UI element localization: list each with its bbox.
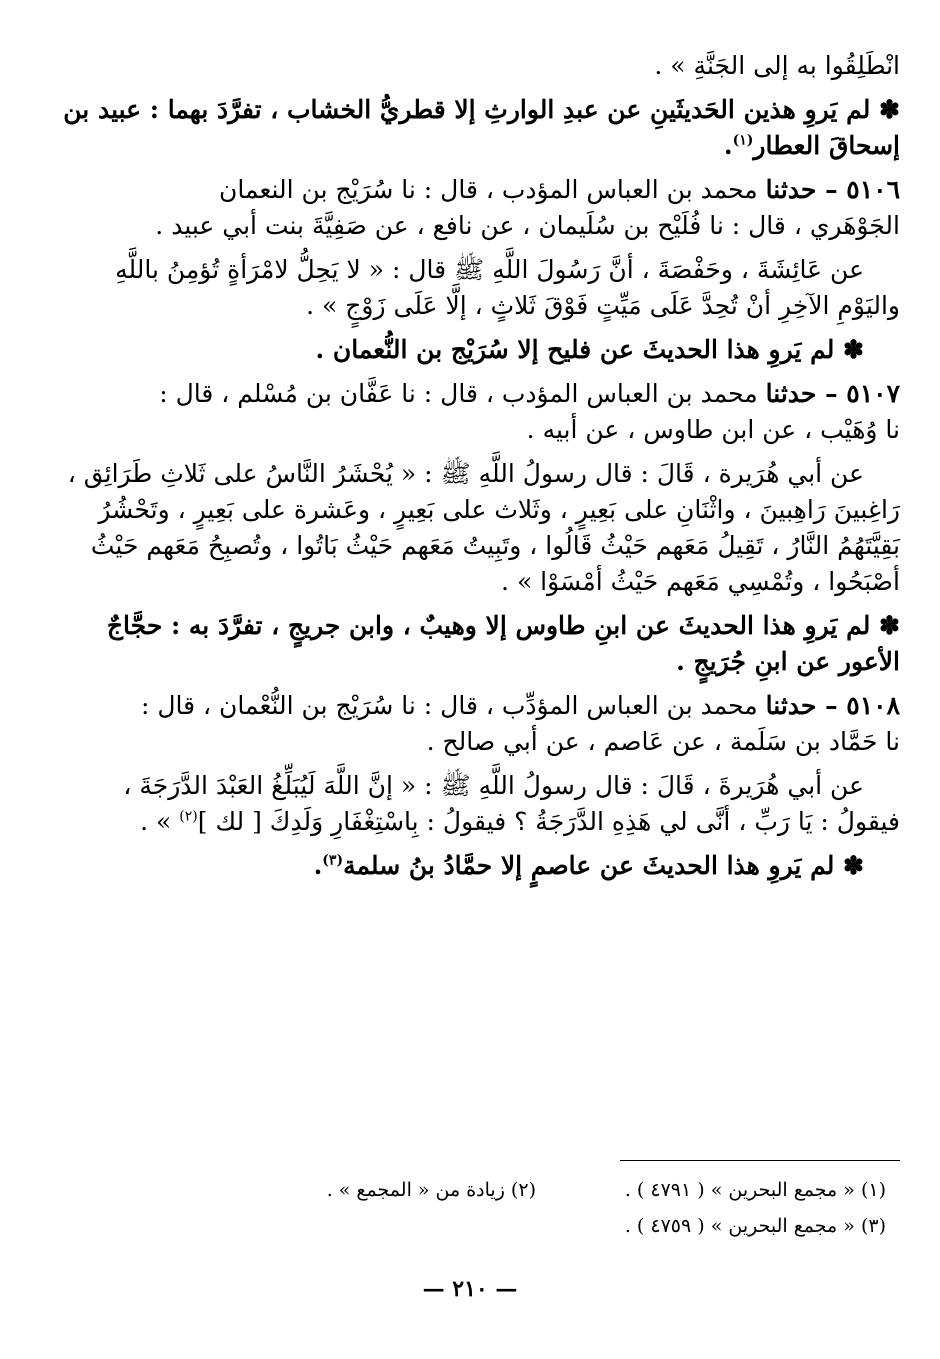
text-line: بَقِيَّتَهُمُ النَّارُ ، تَقِيلُ مَعَهم حَيْثُ قَالُوا ، وتَبِيتُ مَعَهم حَيْثُ بَاتُوا ، وتُصبِحُ مَعَهم حَيْثُ (90, 531, 900, 560)
text-fragment: فيقولُ : يَا رَبِّ ، أنَّى لي هَذِهِ الدَّرَجَةُ ؟ فيقولُ : بِاسْتِغْفَارِ وَلَدِكَ [ لك ] (197, 807, 900, 836)
text-line (40, 376, 900, 412)
text-line: عن أبي هُرَيرة ، قَالَ : قال رسولُ اللَّهِ ﷺ : « يُحْشَرُ النَّاسُ على ثَلاثِ طَرَائِق ، (67, 459, 864, 488)
footnote-divider (620, 1160, 900, 1161)
dash: – (816, 379, 847, 408)
hadith-text-5106 (40, 252, 900, 324)
text-fragment: محمد بن العباس المؤدِّب ، قال : نا سُرَيْج بن النُّعْمان ، قال : (140, 691, 766, 720)
text-line (40, 804, 900, 840)
text-line: عن عَائِشَةَ ، وحَفْصَةَ ، أنَّ رَسُولَ اللَّهِ ﷺ قال : « لا يَحِلُّ لامْرَأةٍ تُؤمِنُ باللَّهِ (115, 255, 864, 284)
text-line: ✽ لم يَروِ هذا الحديثَ عن ابنِ طاوس إلا وهيبٌ ، وابن جريجٍ ، تفرَّدَ به : حجَّاجٌ (106, 611, 900, 640)
page-body (40, 48, 900, 892)
text-line (40, 848, 900, 884)
text-fragment: محمد بن العباس المؤدب ، قال : نا سُرَيْج بن النعمان (219, 175, 766, 204)
haddathana-word: حدثنا (765, 691, 817, 720)
hadith-5106 (40, 172, 900, 244)
text-fragment: . (723, 131, 733, 160)
text-line: أصْبَحُوا ، وتُمْسِي مَعَهم حَيْثُ أمْسَوْا » . (501, 567, 900, 596)
haddathana-word: حدثنا (765, 175, 817, 204)
hadith-number: ٥١٠٦ (846, 175, 900, 204)
text-line: رَاغِبينَ رَاهِبينَ ، واثْنَانِ على بَعِيرٍ ، وثَلاث على بَعِيرٍ ، وعَشرة على بَعِيرٍ ، وتَحْشُرُ (98, 495, 900, 524)
text-fragment: محمد بن العباس المؤدب ، قال : نا عَفَّان بن مُسْلم ، قال : (159, 379, 766, 408)
text-fragment: . (313, 851, 323, 880)
commentary-note-2 (40, 332, 900, 368)
paragraph-end-of-hadith (40, 48, 900, 84)
hadith-5108 (40, 688, 900, 760)
dash: – (816, 691, 847, 720)
commentary-note-4 (40, 848, 900, 884)
text-line (40, 128, 900, 164)
text-line: واليَوْمِ الآخِرِ أنْ تُحِدَّ عَلَى مَيِّتٍ فَوْقَ ثَلاثٍ ، إلَّا عَلَى زَوْجٍ » . (306, 291, 900, 320)
hadith-number: ٥١٠٧ (846, 379, 900, 408)
text-line (40, 688, 900, 724)
text-line: عن أبي هُرَيرةَ ، قَالَ : قال رسولُ اللَّهِ ﷺ : « إنَّ اللَّهَ لَيُبَلِّغُ العَبْدَ الدَّرَجَةَ ، (123, 771, 864, 800)
text-fragment: ✽ لم يَروِ هذا الحديثَ عن عاصمٍ إلا حمَّادُ بنُ سلمة (343, 851, 864, 880)
footnote-row (56, 1208, 886, 1244)
page-number: — ٢١٠ — (422, 1276, 518, 1302)
haddathana-word: حدثنا (765, 379, 817, 408)
hadith-text-5107 (40, 456, 900, 600)
footnote-ref: (٣) (322, 852, 344, 869)
text-line: نا حَمَّاد بن سَلَمة ، عن عَاصم ، عن أبي صالح . (426, 727, 900, 756)
footnote-ref: (١) (732, 132, 754, 149)
text-line: الجَوْهَري ، قال : نا فُلَيْح بن سُلَيمان ، عن نافع ، عن صَفِيَّةَ بنت أبي عبيد . (155, 211, 900, 240)
text-line: ✽ لم يَروِ هذا الحديثَ عن فليح إلا سُرَيْج بن النُّعمان . (315, 335, 864, 364)
text-line (40, 172, 900, 208)
hadith-number: ٥١٠٨ (846, 691, 900, 720)
text-line: انْطَلِقُوا به إلى الجَنَّةِ » . (654, 51, 900, 80)
footnote-1: (١) « مجمع البحرين » ( ٤٧٩١ ) . (624, 1179, 886, 1201)
dash: – (816, 175, 847, 204)
footnote-2: (٢) زيادة من « المجمع » . (326, 1179, 536, 1201)
text-fragment: » . (140, 807, 180, 836)
hadith-text-5108 (40, 768, 900, 840)
hadith-5107 (40, 376, 900, 448)
footnotes (56, 1172, 886, 1244)
footnote-3: (٣) « مجمع البحرين » ( ٤٧٥٩ ) . (624, 1215, 886, 1237)
text-line: نا وُهَيْب ، عن ابن طاوس ، عن أبيه . (526, 415, 900, 444)
text-fragment: إسحاقَ العطار (753, 131, 900, 160)
footnote-ref: (٢) (179, 808, 198, 825)
commentary-note-1 (40, 92, 900, 164)
footnote-row (56, 1172, 886, 1208)
text-line: ✽ لم يَروِ هذين الحَديثَينِ عن عبدِ الوارثِ إلا قطريُّ الخشاب ، تفرَّدَ بهما : عبيد بن (63, 95, 900, 124)
text-line: الأعور عن ابنِ جُرَيجٍ . (676, 647, 900, 676)
commentary-note-3 (40, 608, 900, 680)
